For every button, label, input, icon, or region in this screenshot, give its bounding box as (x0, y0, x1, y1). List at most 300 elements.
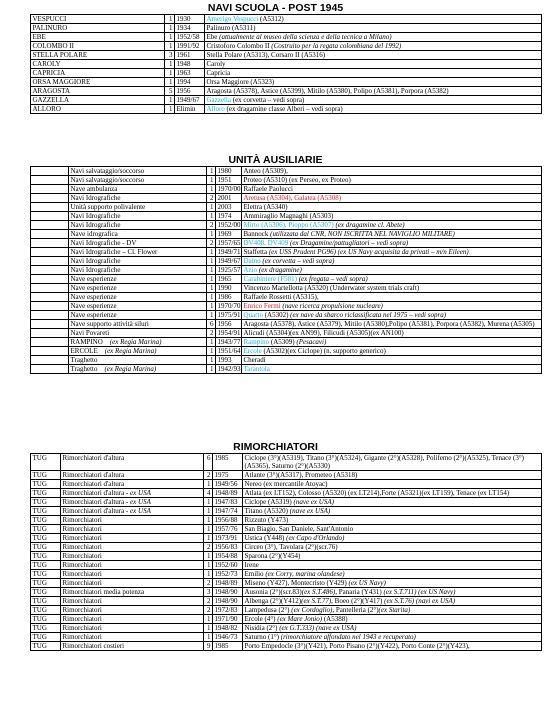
quantity-cell: 1 (207, 302, 216, 311)
ship-names-cell (242, 203, 542, 212)
type-code-cell: TUG (31, 588, 61, 597)
year-cell: 1948/89 (213, 579, 243, 588)
ship-text: Circeo (3°), Tavolara (2°)(scr.76) (244, 543, 338, 551)
ship-text: (ex dragamine classe Alberi – vedi sopra) (224, 105, 343, 113)
unit-name-cell (69, 311, 207, 320)
ship-text: (ex Corry, marina olandese) (265, 570, 345, 578)
quantity-cell: 1 (207, 266, 216, 275)
ship-names-cell (205, 15, 542, 24)
unit-name: Rimorchiatori media potenza (62, 588, 145, 596)
ship-text: Alicudi (A5304)(ex AN99), Filicudi (A5305)(ex AN100) (243, 329, 404, 337)
table-row (31, 302, 542, 311)
ship-names-cell (243, 633, 542, 642)
ship-text: (ex Capo d'Orlando) (286, 534, 345, 542)
unit-name: COLOMBO II (32, 42, 74, 50)
year-cell: 1986 (216, 293, 242, 302)
ship-names-cell (205, 78, 542, 87)
ship-text: (A5388) (322, 615, 348, 623)
year-cell: 1956/83 (213, 543, 243, 552)
quantity-cell: 1 (204, 498, 213, 507)
type-code-cell: TUG (31, 570, 61, 579)
table-row (31, 230, 542, 239)
year-cell: 1934 (175, 24, 205, 33)
unit-name-note: ex USA (130, 498, 151, 506)
unit-name-cell (69, 221, 207, 230)
unit-name-cell (61, 615, 204, 624)
unit-name-cell (61, 633, 204, 642)
quantity-cell: 1 (165, 78, 175, 87)
unit-name-cell (31, 69, 165, 78)
ship-text: Palinuro (A5311) (206, 24, 256, 32)
ship-text: Raffaele Rossetti (A5315), (243, 293, 319, 301)
ship-names-cell (242, 221, 542, 230)
ship-text: Ercole (4°) (244, 615, 278, 623)
row-spacer-cell (31, 275, 69, 284)
quantity-cell: 2 (207, 221, 216, 230)
year-cell: 1956 (216, 320, 242, 329)
ship-text: Aragosta (A5378), Astice (A5399), Mitilo (A5380), Polipo (A5381), Porpora (A5382) (206, 87, 449, 95)
type-code-cell: TUG (31, 642, 61, 651)
unit-name-cell (31, 15, 165, 24)
unit-name: GAZZELLA (32, 96, 70, 104)
ship-text: (ex Cordoglio) (291, 606, 333, 614)
ship-names-cell (242, 329, 542, 338)
quantity-cell: 1 (207, 338, 216, 347)
ship-text: (ex fregata – vedi sopra) (296, 275, 368, 283)
unit-name-cell (31, 78, 165, 87)
ship-text: Staffetta (243, 248, 269, 256)
row-spacer-cell (31, 239, 69, 248)
section-title-unita-ausiliarie: UNITÀ AUSILIARIE (228, 154, 323, 166)
quantity-cell: 2 (204, 579, 213, 588)
ship-names-cell (242, 230, 542, 239)
quantity-cell: 2 (207, 239, 216, 248)
table-row (31, 266, 542, 275)
unit-name-cell (61, 642, 204, 651)
ship-text: San Biagio, San Daniele, Sant'Antonio (244, 525, 354, 533)
table-row (31, 454, 542, 471)
ship-names-cell (205, 51, 542, 60)
row-spacer-cell (31, 194, 69, 203)
unit-name: Navi Idrografiche (70, 257, 121, 265)
unit-name: Nave idrografica (70, 230, 118, 238)
ship-names-cell (242, 257, 542, 266)
ship-text: (A5312) (258, 15, 284, 23)
quantity-cell: 1 (207, 203, 216, 212)
type-code-cell: TUG (31, 525, 61, 534)
unit-name: Rimorchiatori (62, 597, 102, 605)
unit-name-cell (69, 167, 207, 176)
ship-text: Titano (A5320) (244, 507, 290, 515)
row-spacer-cell (31, 167, 69, 176)
ship-text: Mirto (A5306), Pioppo (A5307) (243, 221, 334, 229)
year-cell: 1948 (175, 60, 205, 69)
row-spacer-cell (31, 203, 69, 212)
ship-names-cell (243, 516, 542, 525)
year-cell: 1973/91 (213, 534, 243, 543)
ship-text: Alloro (206, 105, 225, 113)
unit-name: ERCOLE (70, 347, 98, 355)
table-row (31, 597, 542, 606)
unit-name: RAMPINO (70, 338, 103, 346)
unit-name-cell (61, 588, 204, 597)
unit-name: Rimorchiatori d'altura (62, 454, 125, 462)
quantity-cell: 1 (204, 534, 213, 543)
ship-text: (utilizzata dal CNR, NON ISCRITTA NEL NAVIGLIO MILITARE) (270, 230, 455, 238)
table-row (31, 498, 542, 507)
ship-names-cell (242, 347, 542, 356)
quantity-cell: 4 (204, 489, 213, 498)
unit-name: Nave esperienze (70, 302, 117, 310)
ship-text: Vincenzo Martellotta (A5320) (Underwater system trials craft) (243, 284, 420, 292)
unit-name-cell (61, 597, 204, 606)
ship-text: (ex S.T.711) (ex US Navy) (383, 588, 456, 596)
type-code-cell: TUG (31, 454, 61, 471)
unit-name-cell (31, 96, 165, 105)
ship-text: Daino (243, 257, 261, 265)
table-row (31, 633, 542, 642)
ship-text: Quarto (243, 311, 263, 319)
year-cell: 1942/93 (217, 365, 241, 373)
table-row (31, 615, 542, 624)
row-spacer-cell (31, 257, 69, 266)
ship-names-cell (242, 302, 542, 311)
row-spacer-cell (31, 266, 69, 275)
table-row (31, 347, 542, 356)
unit-name-cell (61, 570, 204, 579)
ship-names-cell (242, 311, 542, 320)
ship-text: (ex Dragamine/pattugliatori – vedi sopra) (288, 239, 409, 247)
year-cell: 1972/83 (213, 606, 243, 615)
unit-name-cell (69, 293, 207, 302)
ship-text: Caroly (206, 60, 226, 68)
ship-text: Ciclope (A5319) (244, 498, 294, 506)
ship-text: (ex S.T.77) (301, 597, 332, 605)
ship-text: Stella Polare (A5313), Corsaro II (A5316) (206, 51, 326, 59)
year-cell: 1969 (216, 230, 242, 239)
unit-name: Navi Idrografiche (70, 194, 121, 202)
unit-name-cell (61, 525, 204, 534)
type-code-cell: TUG (31, 579, 61, 588)
type-code-cell: TUG (31, 624, 61, 633)
table-row (31, 33, 542, 42)
type-code-cell: TUG (31, 534, 61, 543)
table-row (31, 257, 542, 266)
ship-text: , Panaria (Y431) (335, 588, 384, 596)
ship-names-cell (242, 266, 542, 275)
quantity-cell: 1 (204, 516, 213, 525)
unit-name: PALINURO (32, 24, 68, 32)
ship-text: Proteo (A5310) (ex Perseo, ex Proteo) (243, 176, 351, 184)
quantity-cell: 1 (207, 365, 216, 374)
table-row (31, 60, 542, 69)
ship-text: Cheradi (243, 356, 266, 364)
ship-text: (Costruito per la regata colombiana del 1992) (271, 42, 402, 50)
unit-name-cell (61, 498, 204, 507)
table-row (31, 329, 542, 338)
unit-name-cell (61, 480, 204, 489)
unit-name: Rimorchiatori (62, 579, 102, 587)
section-title-navi-scuola: NAVI SCUOLA - POST 1945 (207, 2, 344, 14)
quantity-cell: 1 (207, 275, 216, 284)
type-code-cell: TUG (31, 615, 61, 624)
quantity-cell: 6 (207, 320, 216, 329)
year-cell: 1991/92 (175, 42, 205, 51)
ship-names-cell (205, 42, 542, 51)
ship-text: (ex G.T.333) (nave ex USA) (279, 624, 357, 632)
type-code-cell: TUG (31, 633, 61, 642)
table-row (31, 534, 542, 543)
table-row (31, 221, 542, 230)
unit-name: Rimorchiatori (62, 516, 102, 524)
unit-name-cell (69, 212, 207, 221)
year-cell: 1961 (175, 51, 205, 60)
type-code-cell: TUG (31, 498, 61, 507)
ship-text: Albenga (2°)(Y412) (244, 597, 302, 605)
ship-text: Saturno (1°) (244, 633, 281, 641)
unit-name-cell (69, 329, 207, 338)
unit-name-cell (31, 24, 165, 33)
table-row (31, 356, 542, 365)
ship-text: Ammiraglio Magnaghi (A5303) (243, 212, 334, 220)
unit-name: Navi Idrografiche - DV (70, 239, 137, 247)
table-row (31, 624, 542, 633)
year-cell: 1948/90 (213, 588, 243, 597)
unit-name: Rimorchiatori (62, 534, 102, 542)
ship-text: Bannock (243, 230, 271, 238)
type-code-cell: TUG (31, 561, 61, 570)
ship-names-cell (243, 454, 542, 471)
type-code-cell: TUG (31, 471, 61, 480)
ship-names-cell (243, 615, 542, 624)
unit-name: Unità supporto polivalente (70, 203, 146, 211)
table-row (31, 24, 542, 33)
ship-names-cell (243, 471, 542, 480)
ship-text: (ex S.T.486) (301, 588, 336, 596)
unit-name-cell (69, 275, 207, 284)
year-cell: 1943/77 (217, 338, 241, 346)
unit-name-cell (61, 579, 204, 588)
row-spacer-cell (31, 284, 69, 293)
year-cell: 1963 (175, 69, 205, 78)
unit-name: Nave esperienze (70, 311, 117, 319)
quantity-cell: 1 (165, 69, 175, 78)
quantity-cell: 2 (204, 471, 213, 480)
ship-names-cell (205, 96, 542, 105)
ship-names-cell (205, 24, 542, 33)
unit-name: Navi salvataggio/soccorso (70, 167, 145, 175)
table-row (31, 284, 542, 293)
table-row (31, 185, 542, 194)
unit-name: Rimorchiatori (62, 525, 102, 533)
year-cell: 1948/90 (213, 597, 243, 606)
ship-text: (A5309) (269, 338, 297, 346)
unit-name-cell (69, 356, 207, 365)
quantity-cell: 1 (204, 624, 213, 633)
table-row (31, 471, 542, 480)
unit-name-cell (69, 230, 207, 239)
ship-names-cell (242, 212, 542, 221)
table-row (31, 293, 542, 302)
quantity-cell: 3 (204, 588, 213, 597)
ship-text: Ciclope (3°)(A5319), Titano (3°)(A5324), Gigante (2°)(A5328), Polifemo (2°)(A5325), Tenace (3°)(A5365), Saturno (2°)(A5330) (244, 454, 525, 470)
ship-text: , Boeo (2°)(Y417) (331, 597, 385, 605)
unit-name: Nave esperienze (70, 293, 117, 301)
year-cell: 1954/88 (213, 552, 243, 561)
unit-name: Rimorchiatori (62, 633, 102, 641)
unit-name: VESPUCCI (32, 15, 67, 23)
ship-names-cell (242, 248, 542, 257)
ship-text: (ex corvetta – vedi sopra) (260, 257, 335, 265)
table-row (31, 570, 542, 579)
unit-name-cell (31, 87, 165, 96)
unit-name-cell (69, 365, 207, 374)
ship-names-cell (243, 597, 542, 606)
ship-names-cell (243, 498, 542, 507)
unit-name-cell (69, 257, 207, 266)
navi-scuola-table (30, 14, 542, 114)
table-row (31, 176, 542, 185)
unit-name: Rimorchiatori (62, 606, 102, 614)
unit-name: Rimorchiatori (62, 552, 102, 560)
quantity-cell: 1 (207, 257, 216, 266)
unit-name: STELLA POLARE (32, 51, 88, 59)
table-row (31, 248, 542, 257)
quantity-cell: 1 (165, 105, 175, 114)
ship-names-cell (242, 293, 542, 302)
unit-name: Rimorchiatori (62, 624, 102, 632)
type-code-cell: TUG (31, 516, 61, 525)
ship-names-cell (243, 552, 542, 561)
ship-names-cell (242, 185, 542, 194)
ship-text: Aragosta (A5378), Astice (A5379), Mitilo (A5380),Polipo (A5381), Porpora (A5382), Murena (A5305) (243, 320, 535, 328)
unit-name: Navi Idrografiche (70, 266, 121, 274)
unit-name: Rimorchiatori (62, 615, 102, 623)
ship-text: Orsa Maggiore (A5323) (206, 78, 275, 86)
ship-text: (ex dragamine) (257, 266, 302, 274)
unit-name: Navi Idrografiche (70, 221, 121, 229)
table-row (31, 96, 542, 105)
ship-names-cell (243, 525, 542, 534)
ship-text: Ercole (243, 347, 262, 355)
ship-names-cell (243, 507, 542, 516)
year-cell: 1965 (216, 275, 242, 284)
ship-text: DV408, DV409 (243, 239, 289, 247)
ship-text: Aretusa (A5304), Galatea (A5308) (243, 194, 342, 202)
ship-text: Irene (244, 561, 259, 569)
unit-name: EBE (32, 33, 46, 41)
unit-name-cell (31, 105, 165, 114)
year-cell: 1925/57 (217, 266, 241, 274)
quantity-cell: 1 (165, 60, 175, 69)
ship-names-cell (205, 60, 542, 69)
table-row (31, 561, 542, 570)
quantity-cell: 1 (204, 525, 213, 534)
type-code-cell: TUG (31, 489, 61, 498)
year-cell: 1980 (216, 167, 242, 176)
row-spacer-cell (31, 365, 69, 374)
ship-text: (nave ex USA) (289, 507, 331, 515)
type-code-cell: TUG (31, 507, 61, 516)
unit-name: ALLORO (32, 105, 61, 113)
table-row (31, 588, 542, 597)
unit-name: Rimorchiatori (62, 561, 102, 569)
unit-name: Rimorchiatori (62, 570, 102, 578)
year-cell: 1949/67 (217, 257, 241, 265)
unit-name-cell (69, 302, 207, 311)
year-cell: 1948/89 (213, 489, 243, 498)
unit-name: Rimorchiatori (62, 543, 102, 551)
ship-text: Porto Empedocle (3°)(Y421), Porto Pisano (2°)(Y422), Porto Conte (2°)(Y423), (244, 642, 470, 650)
ship-text: (nave ricerca propulsione nucleare) (280, 302, 383, 310)
table-row (31, 311, 542, 320)
type-code-cell: TUG (31, 480, 61, 489)
ship-text: Rizzuto (Y473) (244, 516, 289, 524)
row-spacer-cell (31, 293, 69, 302)
ship-text: (A5302) (262, 311, 291, 319)
quantity-cell: 1 (204, 552, 213, 561)
unit-name-cell (69, 248, 207, 257)
unit-name-cell (61, 471, 204, 480)
ship-text: Carabiniere (F581) (243, 275, 297, 283)
row-spacer-cell (31, 212, 69, 221)
ship-names-cell (243, 588, 542, 597)
ship-text: (ex dragamine cl. Abete) (333, 221, 405, 229)
unit-name-cell (69, 203, 207, 212)
table-row (31, 507, 542, 516)
year-cell: 1956 (175, 87, 205, 96)
ship-text: (ex S.T.76) (navi ex USA) (384, 597, 456, 605)
ship-names-cell (243, 624, 542, 633)
quantity-cell: 1 (165, 24, 175, 33)
year-cell: 2001 (216, 194, 242, 203)
unit-name-cell (61, 489, 204, 498)
ship-text: , Pantelleria (2°) (332, 606, 379, 614)
unit-name-cell (61, 561, 204, 570)
ship-text: Sparona (2°)(Y454) (244, 552, 301, 560)
row-spacer-cell (31, 338, 69, 347)
year-cell: 1994 (175, 78, 205, 87)
ship-names-cell (242, 275, 542, 284)
unit-name: Rimorchiatori d'altura - (62, 498, 131, 506)
year-cell: Elimin (175, 105, 205, 114)
ship-text: Tarantola (243, 365, 270, 373)
unit-name-cell (69, 185, 207, 194)
quantity-cell: 1 (207, 347, 216, 356)
row-spacer-cell (31, 221, 69, 230)
year-cell: 2003 (216, 203, 242, 212)
ship-text: Nereo (ex mercantile Atoyac) (244, 480, 328, 488)
quantity-cell: 1 (207, 230, 216, 239)
ship-names-cell (243, 579, 542, 588)
year-cell: 1947/74 (213, 507, 243, 516)
ship-names-cell (243, 480, 542, 489)
unit-name: Nave esperienze (70, 275, 117, 283)
table-row (31, 320, 542, 329)
ship-text: Elettra (A5340) (243, 203, 288, 211)
quantity-cell: 1 (204, 570, 213, 579)
table-row (31, 15, 542, 24)
table-row (31, 338, 542, 347)
quantity-cell: 1 (207, 356, 216, 365)
ship-names-cell (205, 69, 542, 78)
unit-name: Traghetto (70, 365, 98, 373)
ship-names-cell (243, 534, 542, 543)
ship-names-cell (242, 194, 542, 203)
ship-names-cell (242, 365, 542, 374)
table-row (31, 642, 542, 651)
unit-name-cell (69, 194, 207, 203)
